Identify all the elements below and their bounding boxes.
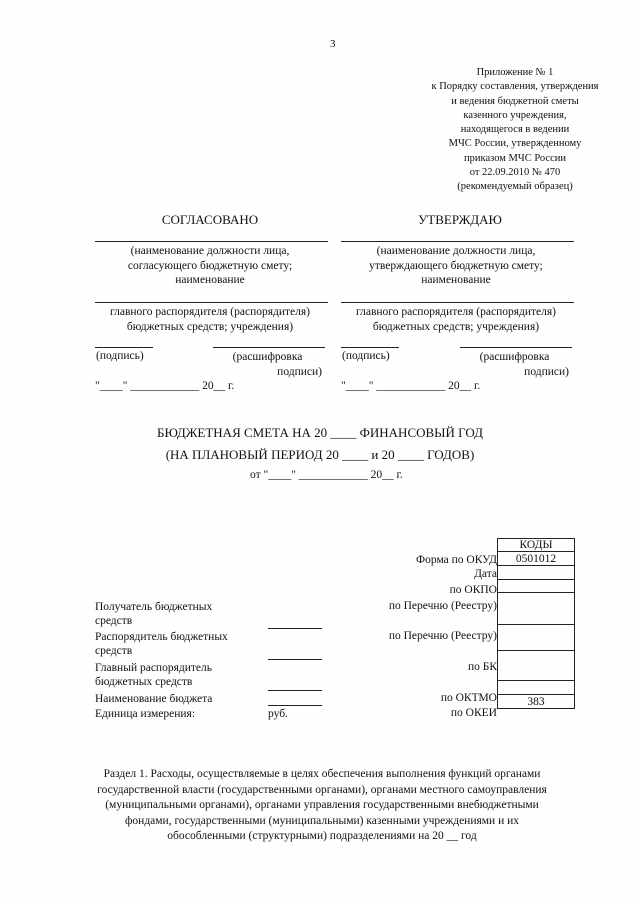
okei-value: 383 <box>498 695 575 709</box>
signature-line <box>460 347 572 348</box>
budget-name-label: Наименование бюджета <box>95 693 213 705</box>
left-signature-caption: (подпись) <box>96 350 144 362</box>
planning-period: (НА ПЛАНОВЫЙ ПЕРИОД 20 ____ и 20 ____ ГОДОВ) <box>165 447 475 462</box>
right-org-caption <box>331 305 581 334</box>
label-line: средств <box>95 615 133 627</box>
left-org-caption <box>85 305 335 334</box>
left-date: "____" ____________ 20__ г. <box>95 380 235 392</box>
signature-line <box>213 347 325 348</box>
distributor-label <box>95 630 228 658</box>
registry1-label: по Перечню (Реестру) <box>388 600 497 612</box>
right-date: "____" ____________ 20__ г. <box>341 380 481 392</box>
signature-line <box>95 347 153 348</box>
registry2-label: по Перечню (Реестру) <box>388 630 497 642</box>
caption-line: наименование <box>421 274 491 286</box>
left-decode-caption <box>205 350 330 379</box>
caption-line: подписи) <box>277 365 322 378</box>
signature-line <box>95 302 328 303</box>
bk-cell <box>498 651 575 681</box>
caption-line: бюджетных средств; учреждения) <box>372 320 540 333</box>
signature-line <box>95 241 328 242</box>
caption-line: наименование <box>175 274 245 286</box>
section-line: государственной власти (государственными органами), органами местного самоуправления <box>97 783 547 796</box>
field-line <box>268 659 322 660</box>
okpo-cell <box>498 580 575 593</box>
appendix-block <box>410 66 620 195</box>
section-line: обособленными (структурными) подразделениями на 20 __ год <box>167 830 477 842</box>
caption-line: (расшифровка <box>479 351 550 363</box>
section-line: фондами, государственными (муниципальными) казенными учреждениями и их <box>124 814 520 827</box>
main-distributor-label <box>95 661 212 689</box>
appendix-line: находящегося в ведении <box>460 124 570 136</box>
page-number: 3 <box>330 38 336 50</box>
caption-line: (наименование должности лица, <box>130 245 290 257</box>
appendix-line: и ведения бюджетной сметы <box>451 95 579 107</box>
signature-line <box>341 302 574 303</box>
codes-table <box>497 538 575 709</box>
date-cell <box>498 566 575 580</box>
caption-line: (наименование должности лица, <box>376 245 536 257</box>
caption-line: главного распорядителя (распорядителя) <box>355 306 557 318</box>
caption-line: подписи) <box>524 365 569 378</box>
appendix-line: от 22.09.2010 № 470 <box>469 167 561 179</box>
label-line: Распорядитель бюджетных <box>95 631 228 643</box>
label-line: Получатель бюджетных <box>95 601 213 613</box>
okud-value: 0501012 <box>498 552 575 566</box>
appendix-line: (рекомендуемый образец) <box>457 181 573 193</box>
registry1-cell <box>498 593 575 625</box>
appendix-line: Приложение № 1 <box>476 67 554 78</box>
signature-line <box>341 347 399 348</box>
appendix-line: приказом МЧС России <box>464 152 566 164</box>
appendix-line: МЧС России, утвержденному <box>448 138 582 150</box>
okpo-label: по ОКПО <box>449 584 497 596</box>
approve-heading: УТВЕРЖДАЮ <box>418 212 502 227</box>
oktmo-cell <box>498 681 575 695</box>
unit-value: руб. <box>268 708 288 720</box>
caption-line: главного распорядителя (распорядителя) <box>109 306 311 318</box>
right-decode-caption <box>452 350 577 379</box>
oktmo-label: по ОКТМО <box>440 692 497 704</box>
label-line: Главный распорядитель <box>95 662 212 674</box>
caption-line: согласующего бюджетную смету; <box>127 259 293 272</box>
caption-line: утверждающего бюджетную смету; <box>369 259 543 272</box>
appendix-line: казенного учреждения, <box>463 109 567 121</box>
left-role-caption <box>85 244 335 288</box>
label-line: средств <box>95 645 133 657</box>
right-signature-caption: (подпись) <box>342 350 390 362</box>
codes-header: КОДЫ <box>498 539 575 552</box>
field-line <box>268 690 322 691</box>
caption-line: (расшифровка <box>232 351 303 363</box>
right-role-caption <box>331 244 581 288</box>
okud-label: Форма по ОКУД <box>416 554 497 566</box>
section-line: Раздел 1. Расходы, осуществляемые в целях обеспечения выполнения функций органами <box>103 768 541 780</box>
registry2-cell <box>498 625 575 651</box>
signature-line <box>341 241 574 242</box>
okei-label: по ОКЕИ <box>450 707 497 719</box>
field-line <box>268 628 322 629</box>
date-label: Дата <box>474 568 497 580</box>
section-heading <box>72 767 572 845</box>
agreed-heading: СОГЛАСОВАНО <box>161 212 259 227</box>
caption-line: бюджетных средств; учреждения) <box>126 320 294 333</box>
unit-label: Единица измерения: <box>95 708 196 720</box>
section-line: (муниципальными органами), органами управления государственными внебюджетными <box>105 799 539 811</box>
bk-label: по БК <box>467 661 497 673</box>
label-line: бюджетных средств <box>95 676 193 688</box>
appendix-line: к Порядку составления, утверждения <box>431 81 599 93</box>
document-title: БЮДЖЕТНАЯ СМЕТА НА 20 ____ ФИНАНСОВЫЙ ГОД <box>157 425 483 440</box>
document-date: от "____" ____________ 20__ г. <box>250 469 403 481</box>
field-line <box>268 705 322 706</box>
recipient-label <box>95 600 212 628</box>
